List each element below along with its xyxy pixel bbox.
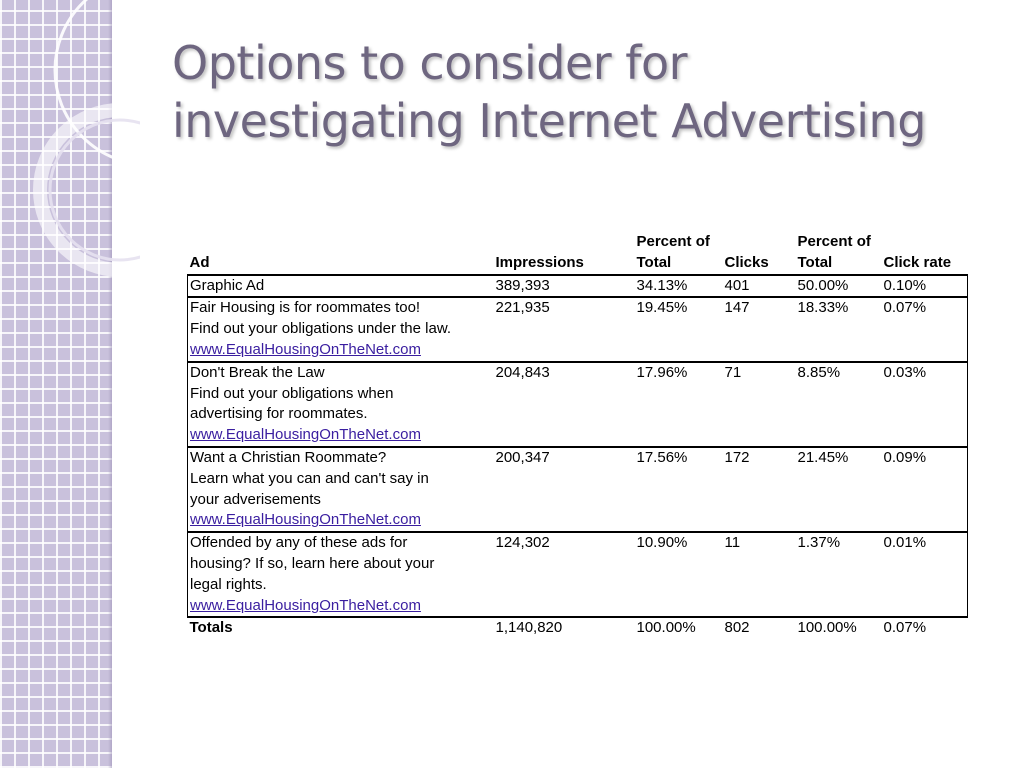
header-impressions: Impressions (495, 253, 584, 271)
ad-cell (188, 532, 494, 617)
ad-text-line: Graphic Ad (190, 276, 265, 294)
ad-text-line: Find out your obligations under the law. (190, 320, 451, 338)
click-rate-cell: 0.09% (882, 447, 968, 532)
totals-label: Totals (189, 619, 233, 637)
decorative-arc-mid (40, 110, 140, 270)
impressions-cell: 204,843 (494, 362, 635, 447)
percent-impressions-cell: 19.45% (635, 297, 723, 361)
ad-text-line: Don't Break the Law (190, 363, 325, 381)
header-percent-clicks-top: Percent of (797, 233, 871, 250)
decorative-arc-top (55, 0, 140, 165)
header-click-rate: Click rate (883, 253, 952, 271)
impressions-cell: 389,393 (494, 275, 635, 298)
table-row (188, 275, 968, 298)
header-ad-label: Ad (189, 253, 210, 271)
table-body (188, 275, 968, 618)
ad-link[interactable]: www.EqualHousingOnTheNet.com (190, 340, 421, 358)
percent-clicks-cell: 8.85% (796, 362, 882, 447)
slide-title (172, 34, 992, 150)
clicks-cell: 401 (723, 275, 796, 298)
ad-text-line: your adverisements (190, 490, 321, 508)
click-rate-cell: 0.07% (882, 297, 968, 361)
table-totals (188, 617, 968, 639)
impressions-cell: 124,302 (494, 532, 635, 617)
clicks-cell: 147 (723, 297, 796, 361)
ad-text-line: Want a Christian Roommate? (190, 448, 387, 466)
ad-text-line: advertising for roommates. (190, 405, 368, 423)
ad-link[interactable]: www.EqualHousingOnTheNet.com (190, 596, 421, 614)
clicks-cell: 11 (723, 532, 796, 617)
header-percent-impressions-top: Percent of (636, 233, 710, 250)
percent-clicks-cell: 21.45% (796, 447, 882, 532)
percent-impressions-cell: 17.56% (635, 447, 723, 532)
percent-clicks-cell: 1.37% (796, 532, 882, 617)
ad-cell (188, 297, 494, 361)
percent-impressions-cell: 10.90% (635, 532, 723, 617)
click-rate-cell: 0.10% (882, 275, 968, 298)
percent-impressions-cell: 34.13% (635, 275, 723, 298)
percent-clicks-cell: 18.33% (796, 297, 882, 361)
ad-link[interactable]: www.EqualHousingOnTheNet.com (190, 426, 421, 444)
ad-text-line: Offended by any of these ads for (190, 534, 408, 552)
click-rate-cell: 0.03% (882, 362, 968, 447)
ad-cell (188, 447, 494, 532)
total-impressions: 1,140,820 (495, 619, 563, 637)
header-clicks: Clicks (724, 253, 769, 271)
decorative-circles (0, 0, 140, 280)
ad-cell (188, 275, 494, 298)
clicks-cell: 172 (723, 447, 796, 532)
ad-text-line: housing? If so, learn here about your (190, 554, 435, 572)
total-click-rate: 0.07% (883, 619, 927, 637)
ad-text-line: Fair Housing is for roommates too! (190, 299, 421, 317)
total-clicks: 802 (724, 619, 750, 637)
impressions-cell: 221,935 (494, 297, 635, 361)
header-ad (188, 232, 494, 253)
slide-title-line-2: investigating Internet Advertising (172, 94, 926, 148)
clicks-cell: 71 (723, 362, 796, 447)
advertising-results-table (187, 232, 968, 639)
ad-cell (188, 362, 494, 447)
ad-link[interactable]: www.EqualHousingOnTheNet.com (190, 511, 421, 529)
total-percent-impressions: 100.00% (636, 619, 696, 637)
ad-text-line: Find out your obligations when (190, 384, 394, 402)
impressions-cell: 200,347 (494, 447, 635, 532)
click-rate-cell: 0.01% (882, 532, 968, 617)
table-row (188, 447, 968, 532)
total-percent-clicks: 100.00% (797, 619, 857, 637)
table-row (188, 532, 968, 617)
ad-text-line: Learn what you can and can't say in (190, 469, 429, 487)
header-percent-clicks-bottom: Total (797, 253, 833, 271)
ad-text-line: legal rights. (190, 575, 267, 593)
slide-title-line-1: Options to consider for (172, 36, 688, 90)
totals-row (188, 617, 968, 639)
table-header (188, 232, 968, 275)
header-percent-impressions-bottom: Total (636, 253, 672, 271)
table-row (188, 297, 968, 361)
percent-clicks-cell: 50.00% (796, 275, 882, 298)
table-row (188, 362, 968, 447)
percent-impressions-cell: 17.96% (635, 362, 723, 447)
